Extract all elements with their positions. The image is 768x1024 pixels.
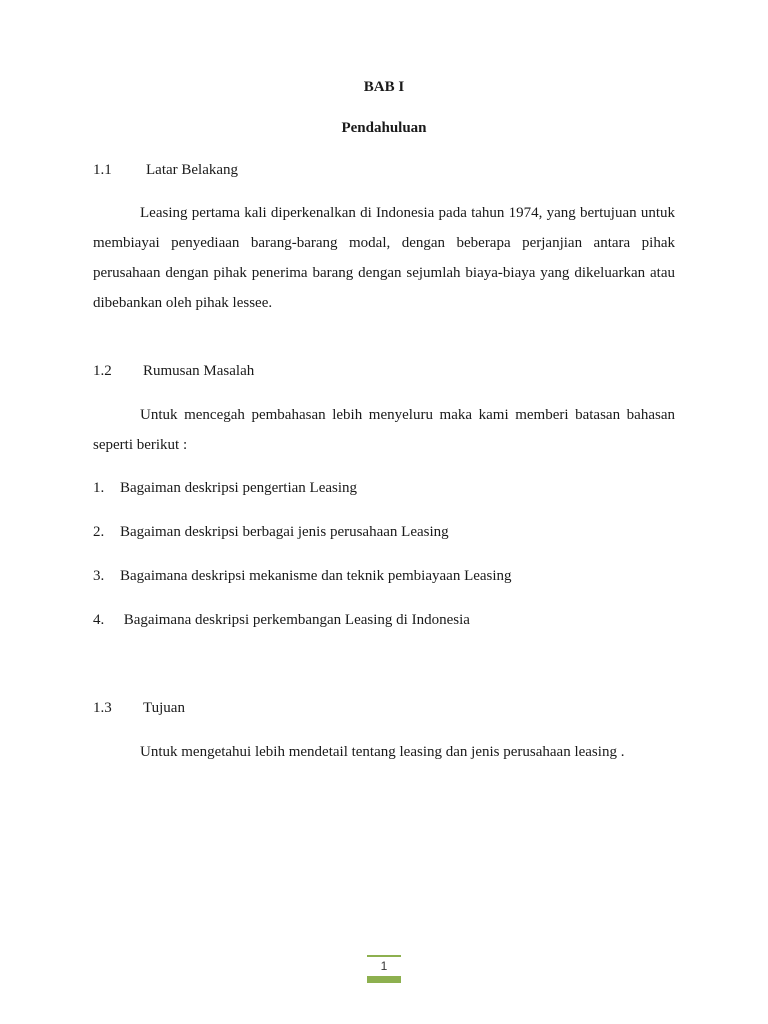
footer-rule-bottom <box>367 976 401 983</box>
section-number: 1.3 <box>93 700 112 716</box>
section-number: 1.1 <box>93 162 112 178</box>
section-title: Rumusan Masalah <box>143 363 255 379</box>
page-footer <box>367 955 401 983</box>
list-text: Bagaiman deskripsi pengertian Leasing <box>120 480 358 496</box>
list-text: Bagaimana deskripsi perkembangan Leasing di Indonesia <box>120 612 470 628</box>
section-title: Latar Belakang <box>146 162 239 178</box>
section-title: Tujuan <box>143 700 185 716</box>
list-item <box>93 568 512 585</box>
section-number: 1.2 <box>93 363 112 379</box>
list-number: 1. <box>93 480 105 496</box>
section-heading-1-1 <box>93 162 238 179</box>
list-text: Bagaimana deskripsi mekanisme dan teknik pembiayaan Leasing <box>120 568 512 584</box>
list-number: 3. <box>93 568 105 584</box>
footer-rule-top <box>367 955 401 957</box>
page-number: 1 <box>380 959 388 973</box>
section-paragraph-1-2: Untuk mencegah pembahasan lebih menyeluru maka kami memberi batasan bahasan seperti berikut : <box>93 407 675 453</box>
list-item <box>93 524 449 541</box>
chapter-label: BAB I <box>363 79 405 95</box>
section-heading-1-2 <box>93 363 254 380</box>
list-number: 4. <box>93 612 105 628</box>
list-item <box>93 480 357 497</box>
list-number: 2. <box>93 524 105 540</box>
section-heading-1-3 <box>93 700 185 717</box>
section-paragraph-1-1: Leasing pertama kali diperkenalkan di Indonesia pada tahun 1974, yang bertujuan untuk membiayai penyediaan barang-barang modal, dengan beberapa perjanjian antara pihak perusahaan dengan pihak penerima barang dengan sejumlah biaya-biaya yang dikeluarkan atau dibebankan oleh pihak lessee. <box>93 205 675 311</box>
list-item <box>93 612 470 629</box>
chapter-title: Pendahuluan <box>341 120 427 136</box>
section-paragraph-1-3: Untuk mengetahui lebih mendetail tentang leasing dan jenis perusahaan leasing . <box>140 744 625 760</box>
list-text: Bagaiman deskripsi berbagai jenis perusahaan Leasing <box>120 524 449 540</box>
